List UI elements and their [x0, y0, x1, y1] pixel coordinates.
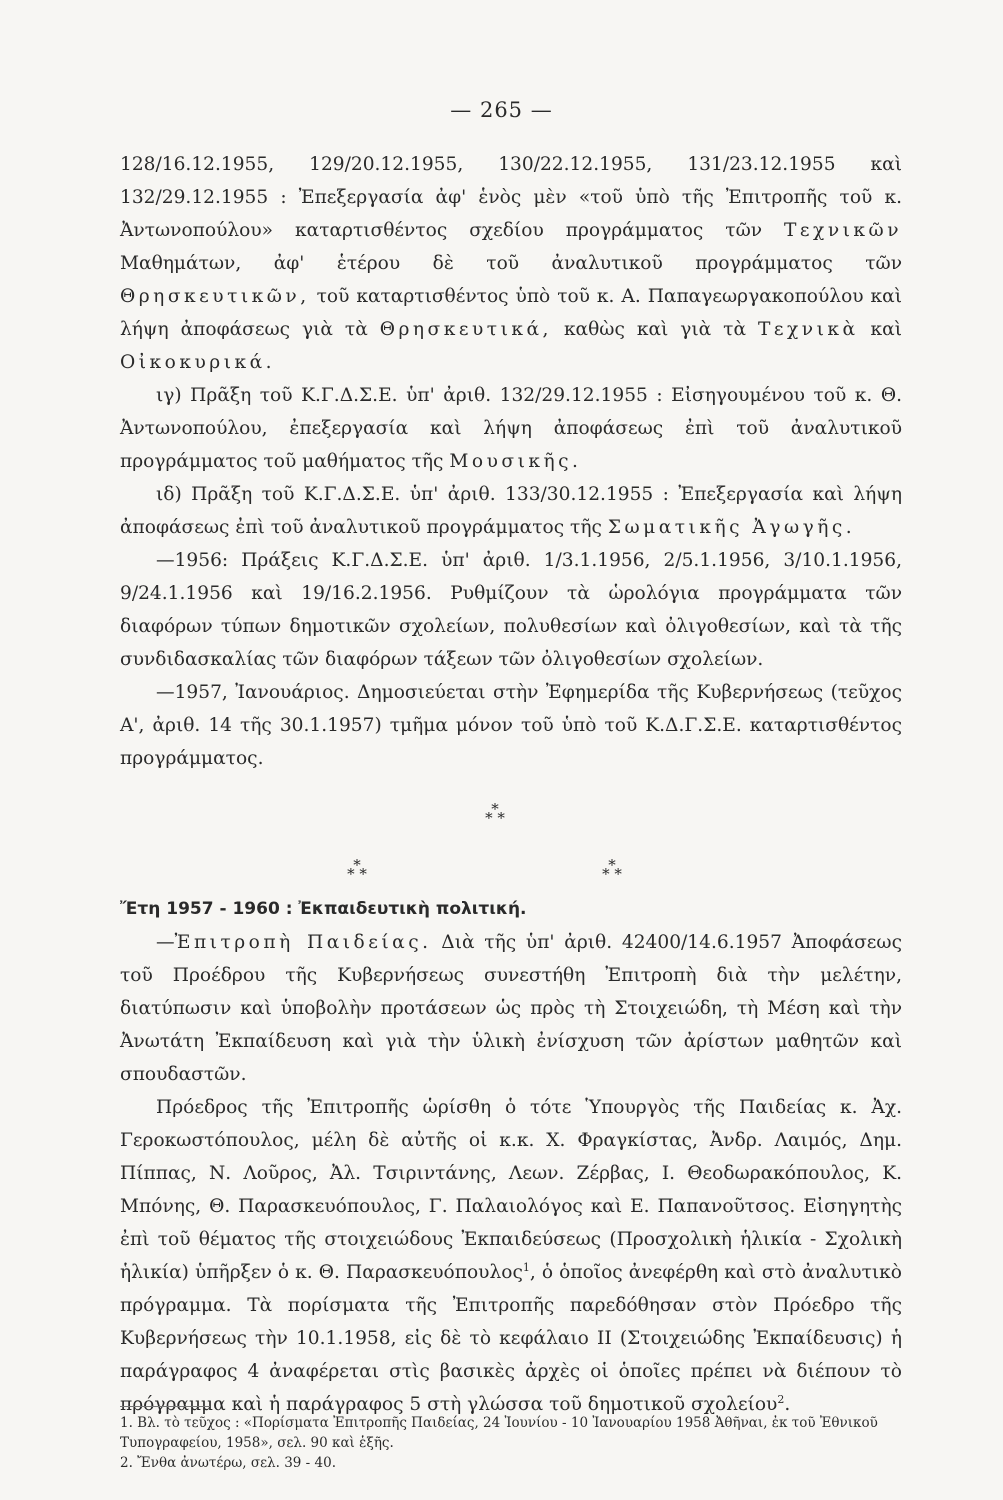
- page-number: — 265 —: [450, 98, 553, 122]
- paragraph-education-committee: —Ἐπιτροπὴ Παιδείας. Διὰ τῆς ὑπ' ἀριθ. 42400/14.6.1957 Ἀποφάσεως τοῦ Προέδρου τῆς Κυβερνήσεως συνεστήθη Ἐπιτροπὴ διὰ τὴν μελέτην, διατύπωσιν καὶ ὑποβολὴν προτάσεων ὡς πρὸς τὴ Στοιχειώδη, τὴ Μέση καὶ τὴν Ἀνωτάτη Ἐκπαίδευση καὶ γιὰ τὴν ὑλικὴ ἐνίσχυση τῶν ἀρίστων μαθητῶν καὶ σπουδαστῶν.: [120, 932, 902, 1085]
- footnote-1: 1. Βλ. τὸ τεῦχος : «Πορίσματα Ἐπιτροπῆς Παιδείας, 24 Ἰουνίου - 10 Ἰανουαρίου 1958 Ἀθῆναι, ἐκ τοῦ Ἐθνικοῦ Τυπογραφείου, 1958», σελ. 90 καὶ ἑξῆς.: [120, 1415, 878, 1451]
- paragraph-1955-acts: 128/16.12.1955, 129/20.12.1955, 130/22.12.1955, 131/23.12.1955 καὶ 132/29.12.1955 : Ἐπεξεργασία ἀφ' ἑνὸς μὲν «τοῦ ὑπὸ τῆς Ἐπιτροπῆς τοῦ κ. Ἀντωνοπούλου» καταρτισθέντος σχεδίου προγράμματος τῶν Τεχνικῶν Μαθημάτων, ἀφ' ἑτέρου δὲ τοῦ ἀναλυτικοῦ προγράμματος τῶν Θρησκευτικῶν, τοῦ καταρτισθέντος ὑπὸ τοῦ κ. Α. Παπαγεωργακοπούλου καὶ λήψη ἀποφάσεως γιὰ τὰ Θρησκευτικά, καθὼς καὶ γιὰ τὰ Τεχνικὰ καὶ Οἰκοκυρικά.: [120, 154, 903, 373]
- paragraph-1957-january: —1957, Ἰανουάριος. Δημοσιεύεται στὴν Ἐφημερίδα τῆς Κυβερνήσεως (τεῦχος Α', ἀριθ. 14 τῆς 30.1.1957) τμῆμα μόνον τοῦ ὑπὸ τοῦ Κ.Δ.Γ.Σ.Ε. καταρτισθέντος προγράμματος.: [120, 682, 902, 769]
- asterism-right: * * *: [602, 856, 622, 883]
- page-body: [120, 148, 902, 1421]
- asterism-left: * * *: [347, 856, 367, 883]
- paragraph-act-133: ιδ) Πρᾶξη τοῦ Κ.Γ.Δ.Σ.Ε. ὑπ' ἀριθ. 133/30.12.1955 : Ἐπεξεργασία καὶ λήψη ἀποφάσεως ἐπὶ τοῦ ἀναλυτικοῦ προγράμματος τῆς Σωματικῆς Ἀγωγῆς.: [120, 484, 902, 538]
- asterism-ornament: [120, 775, 902, 893]
- footnote-ref-2[interactable]: 2: [777, 1392, 785, 1406]
- footnote-ref-1[interactable]: 1: [522, 1260, 530, 1274]
- footnote-2: 2. Ἔνθα ἀνωτέρω, σελ. 39 - 40.: [120, 1455, 336, 1471]
- footnote-divider: [120, 1406, 210, 1407]
- paragraph-act-132: ιγ) Πρᾶξη τοῦ Κ.Γ.Δ.Σ.Ε. ὑπ' ἀριθ. 132/29.12.1955 : Εἰσηγουμένου τοῦ κ. Θ. Ἀντωνοπούλου, ἐπεξεργασία καὶ λήψη ἀποφάσεως ἐπὶ τοῦ ἀναλυτικοῦ προγράμματος τοῦ μαθήματος τῆς Μουσικῆς.: [120, 385, 902, 472]
- asterism-top: * * *: [485, 800, 505, 827]
- footnotes: [120, 1406, 902, 1473]
- paragraph-1956: —1956: Πράξεις Κ.Γ.Δ.Σ.Ε. ὑπ' ἀριθ. 1/3.1.1956, 2/5.1.1956, 3/10.1.1956, 9/24.1.1956 καὶ 19/16.2.1956. Ρυθμίζουν τὰ ὡρολόγια προγράμματα τῶν διαφόρων τύπων δημοτικῶν σχολείων, πολυθεσίων καὶ ὀλιγοθεσίων, καὶ τὰ τῆς συνδιδασκαλίας τῶν διαφόρων τάξεων τῶν ὀλιγοθεσίων σχολείων.: [120, 550, 902, 670]
- section-heading: Ἔτη 1957 - 1960 : Ἐκπαιδευτικὴ πολιτική.: [120, 899, 527, 919]
- paragraph-committee-members: Πρόεδρος τῆς Ἐπιτροπῆς ὡρίσθη ὁ τότε Ὑπουργὸς τῆς Παιδείας κ. Ἀχ. Γεροκωστόπουλος, μέλη δὲ αὐτῆς οἱ κ.κ. Χ. Φραγκίστας, Ἀνδρ. Λαιμός, Δημ. Πίππας, Ν. Λοῦρος, Ἀλ. Τσιριντάνης, Λεων. Ζέρβας, Ι. Θεοδωρακόπουλος, Κ. Μπόνης, Θ. Παρασκευόπουλος, Γ. Παλαιολόγος καὶ Ε. Παπανοῦτσος. Εἰσηγητὴς ἐπὶ τοῦ θέματος τῆς στοιχειώδους Ἐκπαιδεύσεως (Προσχολικὴ ἡλικία - Σχολικὴ ἡλικία) ὑπῆρξεν ὁ κ. Θ. Παρασκευόπουλος$^1$, ὁ ὁποῖος ἀνεφέρθη καὶ στὸ ἀναλυτικὸ πρόγραμμα. Τὰ πορίσματα τῆς Ἐπιτροπῆς παρεδόθησαν στὸν Πρόεδρο τῆς Κυβερνήσεως τὴν 10.1.1958, εἰς δὲ τὸ κεφάλαιο ΙΙ (Στοιχειώδης Ἐκπαίδευσις) ἡ παράγραφος 4 ἀναφέρεται στὶς βασικὲς ἀρχὲς οἱ ὁποῖες πρέπει νὰ διέπουν τὸ πρόγραμμα καὶ ἡ παράγραφος 5 στὴ γλώσσα τοῦ δημοτικοῦ σχολείου$^2$.: [120, 1097, 902, 1415]
